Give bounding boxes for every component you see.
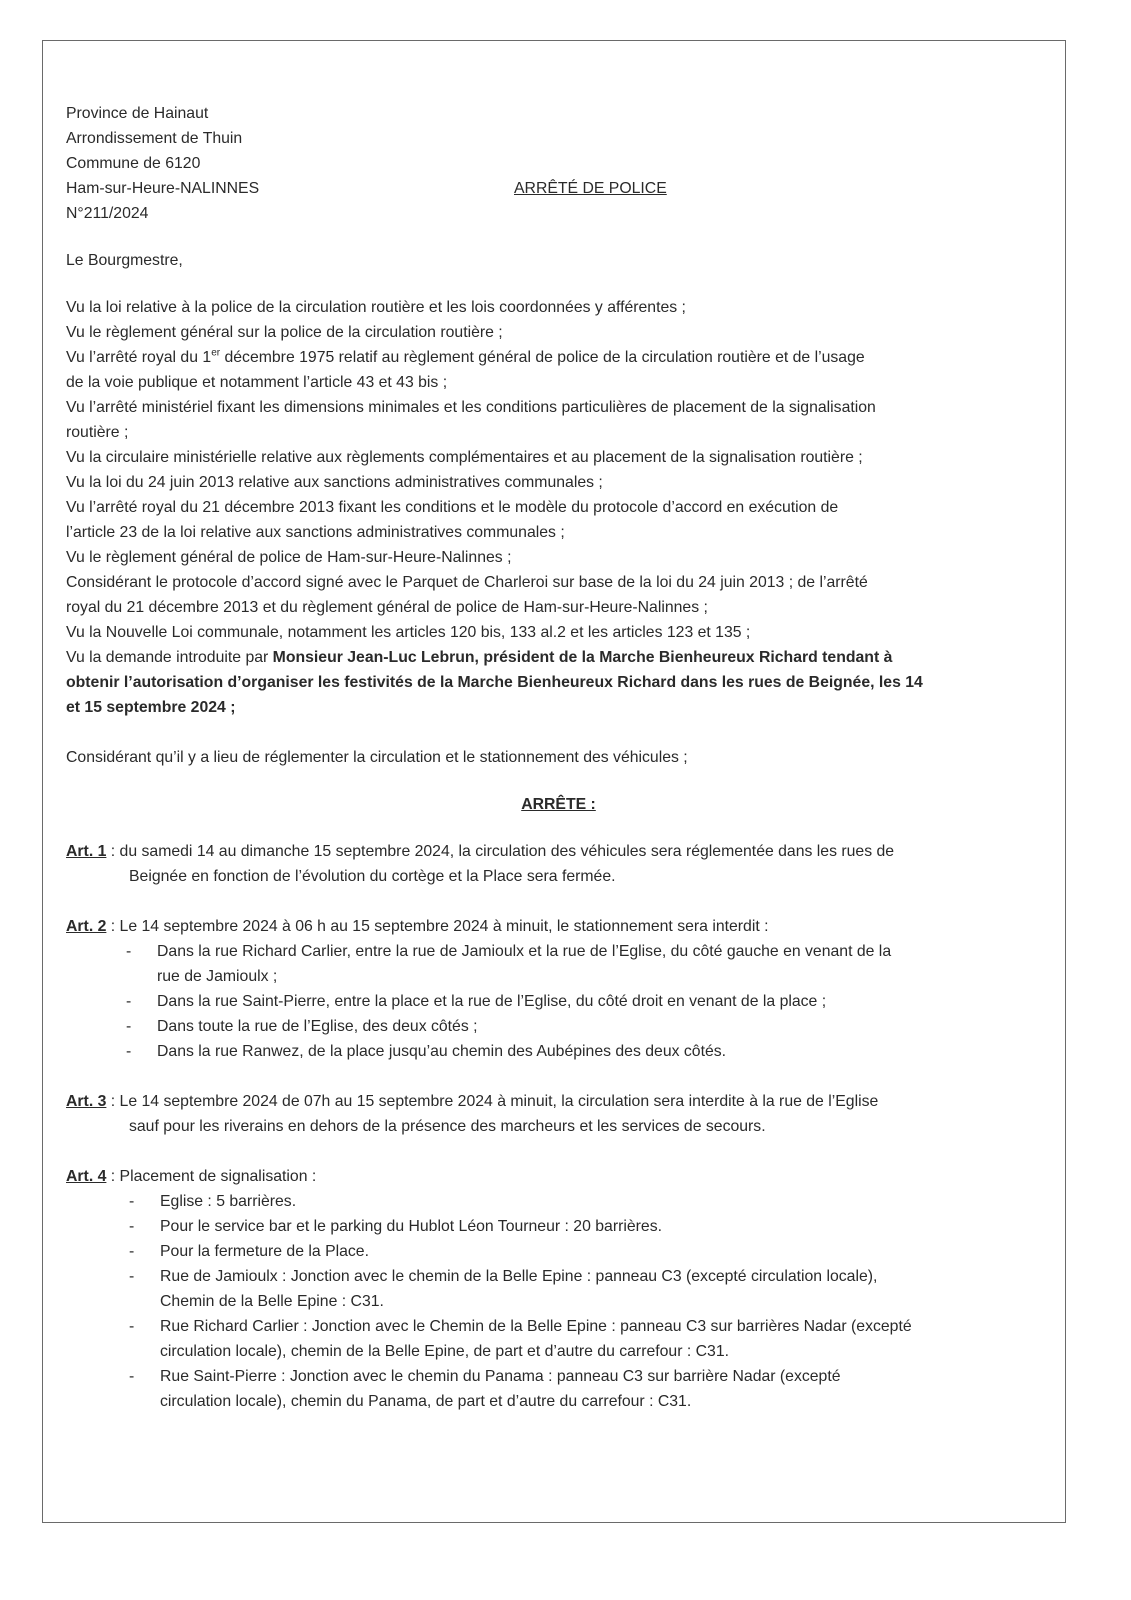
issuer-commune: Commune de 6120 (66, 155, 201, 172)
requester-bold: Monsieur Jean-Luc Lebrun, président de la Marche Bienheureux Richard tendant à (272, 649, 893, 666)
article-3: Art. 3 : Le 14 septembre 2024 de 07h au 15 septembre 2024 à minuit, la circulation sera interdite à la rue de l’Eglise sauf pour les riverains en dehors de la présence des marcheurs et les services de secours. (66, 1093, 879, 1135)
article-1: Art. 1 : du samedi 14 au dimanche 15 septembre 2024, la circulation des véhicules sera réglementée dans les rues de Beignée en fonction de l’évolution du cortège et la Place sera fermée. (66, 843, 895, 885)
arrete-heading: ARRÊTE : (521, 796, 596, 813)
document-body (66, 101, 1051, 1414)
considerant-line: Vu la demande introduite par Monsieur Jean-Luc Lebrun, président de la Marche Bienheureux Richard tendant à (66, 649, 893, 666)
article-4: Art. 4 : Placement de signalisation : - Eglise : 5 barrières. - Pour le service bar et le parking du Hublot Léon Tourneur : 20 barrières. - Pour la fermeture de la Place. - Rue de Jamioulx : Jonction avec le chemin de la Belle Epine : panneau C3 (excepté circulation locale), Chemin de la Belle Epine : C31. - Rue Richard Carlier : Jonction avec le Chemin de la Belle Epine : panneau C3 sur barrières Nadar (excepté circulation locale), chemin de la Belle Epine, de part et d’autre du carrefour : C31. - Rue Saint-Pierre : Jonction avec le chemin du Panama : panneau C3 sur barrière Nadar (excepté circulation locale), chemin du Panama, de part et d’autre du carrefour : C31. (66, 1164, 1051, 1414)
issuer-arrondissement: Arrondissement de Thuin (66, 130, 243, 147)
article-4-list (66, 1189, 1051, 1414)
list-item: - Dans toute la rue de l’Eglise, des deux côtés ; (126, 1018, 478, 1035)
considerants-block (66, 295, 1051, 770)
considerant-line: Vu la loi relative à la police de la circulation routière et les lois coordonnées y afférentes ; (66, 299, 686, 316)
issuer-municipality: Ham-sur-Heure-NALINNES (66, 180, 260, 197)
considerant-line: Vu l’arrêté ministériel fixant les dimensions minimales et les conditions particulières de placement de la signalisation (66, 399, 876, 416)
considerant-line: Vu la Nouvelle Loi communale, notamment les articles 120 bis, 133 al.2 et les articles 123 et 135 ; (66, 624, 751, 641)
considerant-line: Considérant qu’il y a lieu de réglementer la circulation et le stationnement des véhicules ; (66, 749, 688, 766)
issuer-province: Province de Hainaut (66, 105, 209, 122)
list-item: - Rue de Jamioulx : Jonction avec le chemin de la Belle Epine : panneau C3 (excepté circulation locale), Chemin de la Belle Epine : C31. (129, 1268, 878, 1310)
reference-number: N°211/2024 (66, 205, 149, 222)
document-title: ARRÊTÉ DE POLICE (514, 180, 667, 197)
list-item: - Eglise : 5 barrières. (129, 1193, 297, 1210)
list-item: - Rue Richard Carlier : Jonction avec le Chemin de la Belle Epine : panneau C3 sur barrières Nadar (excepté circulation locale), chemin de la Belle Epine, de part et d’autre du carrefour : C31. (129, 1318, 912, 1360)
article-label: Art. 4 (66, 1168, 107, 1185)
considerant-line: Considérant le protocole d’accord signé avec le Parquet de Charleroi sur base de la loi du 24 juin 2013 ; de l’arrêté (66, 574, 868, 591)
article-2: Art. 2 : Le 14 septembre 2024 à 06 h au 15 septembre 2024 à minuit, le stationnement sera interdit : - Dans la rue Richard Carlier, entre la rue de Jamioulx et la rue de l’Eglise, du côté gauche en venant de la rue de Jamioulx ; - Dans la rue Saint-Pierre, entre la place et la rue de l’Eglise, du côté droit en venant de la place ; - Dans toute la rue de l’Eglise, des deux côtés ; - Dans la rue Ranwez, de la place jusqu’au chemin des Aubépines des deux côtés. (66, 914, 1051, 1064)
article-2-list (66, 939, 1051, 1064)
considerant-line: Vu l’arrêté royal du 21 décembre 2013 fixant les conditions et le modèle du protocole d’accord en exécution de (66, 499, 839, 516)
considerant-line: Vu la loi du 24 juin 2013 relative aux sanctions administratives communales ; (66, 474, 603, 491)
considerant-line: Vu le règlement général de police de Ham-sur-Heure-Nalinnes ; (66, 549, 512, 566)
list-item: - Pour la fermeture de la Place. (129, 1243, 369, 1260)
salutation: Le Bourgmestre, (66, 252, 183, 269)
list-item: - Rue Saint-Pierre : Jonction avec le chemin du Panama : panneau C3 sur barrière Nadar (excepté circulation locale), chemin du Panama, de part et d’autre du carrefour : C31. (129, 1368, 841, 1410)
list-item: - Dans la rue Saint-Pierre, entre la place et la rue de l’Eglise, du côté droit en venant de la place ; (126, 993, 827, 1010)
article-label: Art. 1 (66, 843, 107, 860)
considerant-line: obtenir l’autorisation d’organiser les festivités de la Marche Bienheureux Richard dans les rues de Beignée, les 14 (66, 674, 923, 691)
considerant-line: Vu l’arrêté royal du 1er décembre 1975 relatif au règlement général de police de la circulation routière et de l’usage (66, 347, 865, 366)
considerant-line: de la voie publique et notamment l’article 43 et 43 bis ; (66, 374, 448, 391)
list-item: - Pour le service bar et le parking du Hublot Léon Tourneur : 20 barrières. (129, 1218, 662, 1235)
considerant-line: l’article 23 de la loi relative aux sanctions administratives communales ; (66, 524, 565, 541)
considerant-line: routière ; (66, 424, 129, 441)
considerant-line: et 15 septembre 2024 ; (66, 699, 236, 716)
article-label: Art. 3 (66, 1093, 107, 1110)
issuer-block (66, 101, 1051, 226)
considerant-line: royal du 21 décembre 2013 et du règlement général de police de Ham-sur-Heure-Nalinnes ; (66, 599, 708, 616)
list-item: - Dans la rue Ranwez, de la place jusqu’au chemin des Aubépines des deux côtés. (126, 1043, 727, 1060)
article-label: Art. 2 (66, 918, 107, 935)
considerant-line: Vu la circulaire ministérielle relative aux règlements complémentaires et au placement de la signalisation routière ; (66, 449, 863, 466)
list-item: - Dans la rue Richard Carlier, entre la rue de Jamioulx et la rue de l’Eglise, du côté gauche en venant de la rue de Jamioulx ; (126, 943, 892, 985)
considerant-line: Vu le règlement général sur la police de la circulation routière ; (66, 324, 503, 341)
